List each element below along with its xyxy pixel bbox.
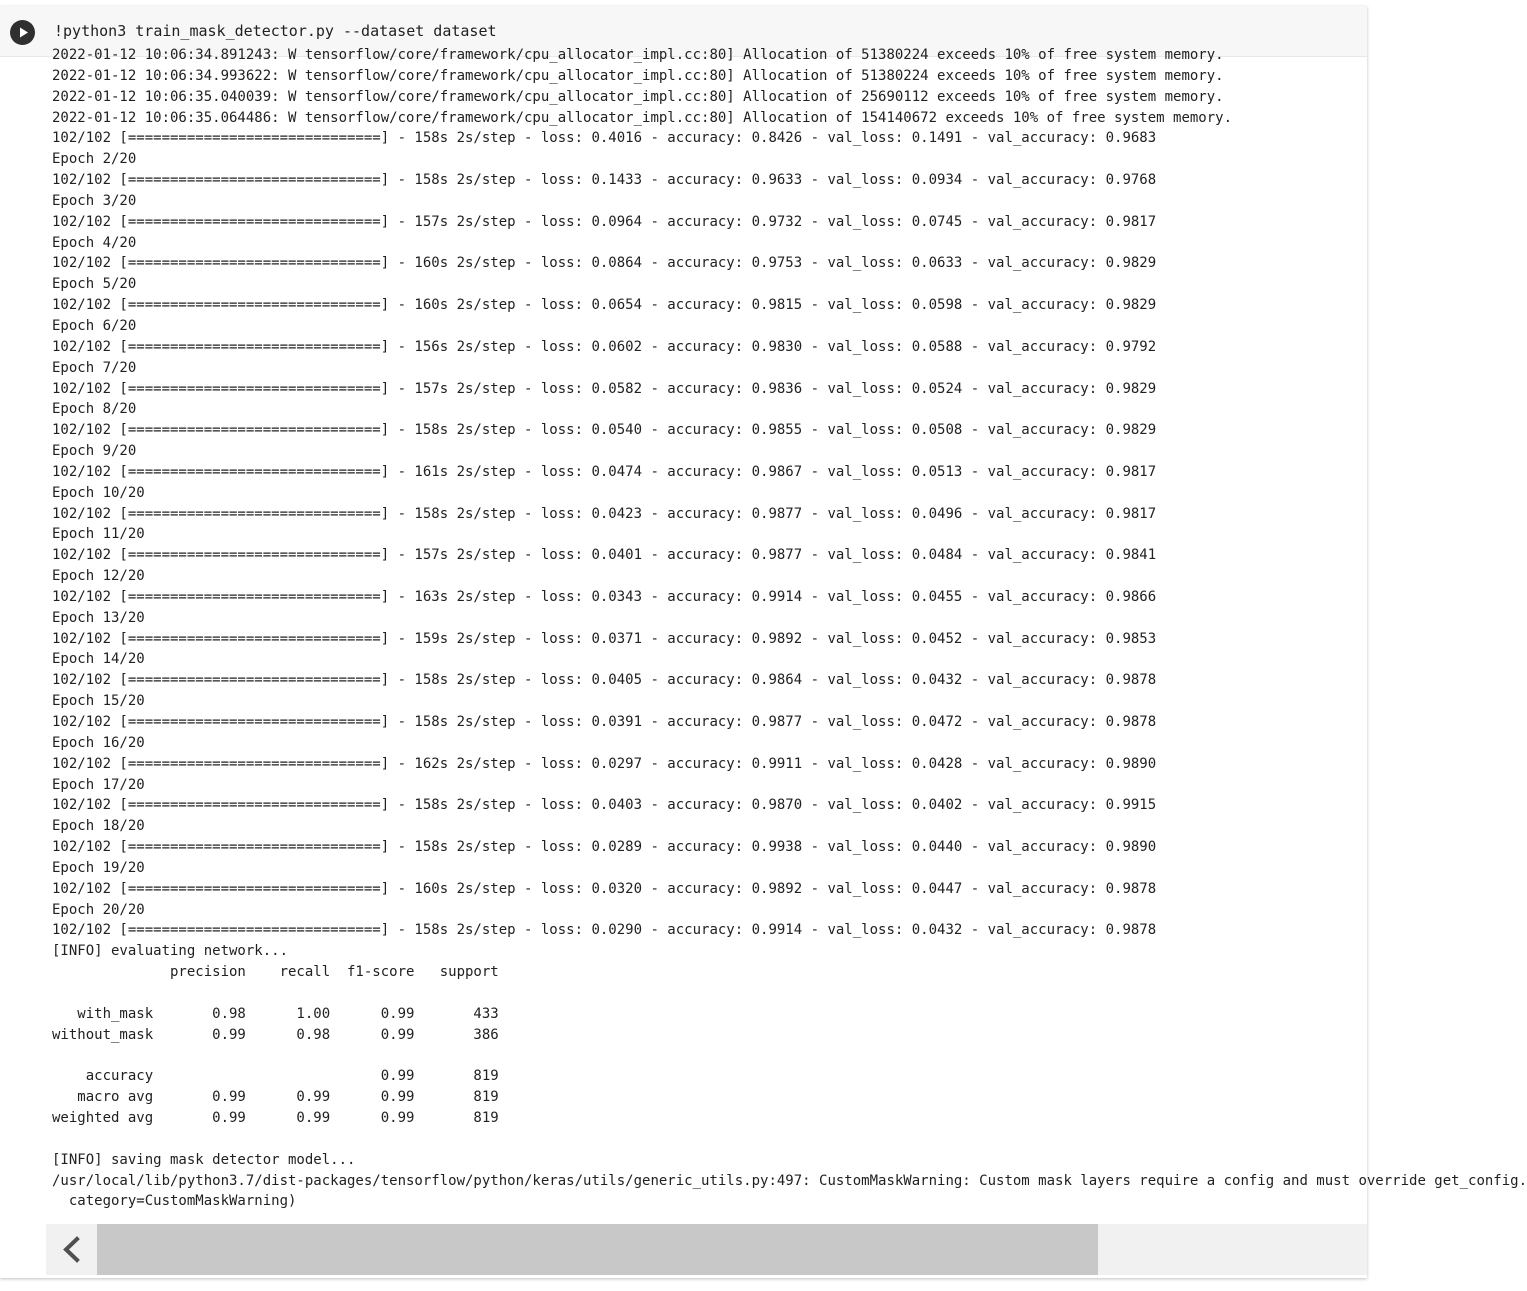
- output-line: 102/102 [==============================] - 158s 2s/step - loss: 0.0391 - accuracy: 0.9877 - val_loss: 0.0472 - val_accuracy: 0.9878: [52, 714, 1157, 730]
- output-line: precision recall f1-score support: [52, 964, 499, 981]
- output-line: Epoch 2/20: [52, 151, 137, 168]
- output-line: Epoch 18/20: [52, 818, 145, 835]
- output-line: Epoch 11/20: [52, 526, 145, 543]
- output-line: Epoch 16/20: [52, 734, 145, 751]
- output-line: 102/102 [==============================] - 158s 2s/step - loss: 0.0403 - accuracy: 0.9870 - val_loss: 0.0402 - val_accuracy: 0.9915: [52, 797, 1157, 814]
- output-line: Epoch 4/20: [52, 234, 137, 251]
- output-line: [52, 1129, 1452, 1150]
- output-line: Epoch 17/20: [52, 776, 145, 793]
- output-line: 102/102 [==============================] - 157s 2s/step - loss: 0.0964 - accuracy: 0.9732 - val_loss: 0.0745 - val_accuracy: 0.9817: [52, 213, 1157, 230]
- output-line: 102/102 [==============================] - 160s 2s/step - loss: 0.0654 - accuracy: 0.9815 - val_loss: 0.0598 - val_accuracy: 0.9829: [52, 297, 1157, 314]
- horizontal-scrollbar[interactable]: [46, 1224, 1367, 1275]
- output-line: 102/102 [==============================] - 157s 2s/step - loss: 0.0582 - accuracy: 0.9836 - val_loss: 0.0524 - val_accuracy: 0.9829: [52, 380, 1157, 397]
- output-line: weighted avg 0.99 0.99 0.99 819: [52, 1110, 499, 1127]
- output-line: 102/102 [==============================] - 158s 2s/step - loss: 0.0290 - accuracy: 0.9914 - val_loss: 0.0432 - val_accuracy: 0.9878: [52, 922, 1157, 939]
- code-input[interactable]: !python3 train_mask_detector.py --dataset dataset: [54, 22, 497, 40]
- output-line: Epoch 8/20: [52, 401, 137, 418]
- scroll-left-button[interactable]: [46, 1224, 97, 1275]
- output-line: Epoch 3/20: [52, 192, 137, 209]
- output-line: Epoch 14/20: [52, 651, 145, 668]
- output-line: accuracy 0.99 819: [52, 1068, 499, 1085]
- output-line: Epoch 5/20: [52, 276, 137, 293]
- output-text: [52, 45, 1527, 1212]
- output-line: Epoch 19/20: [52, 859, 145, 876]
- run-cell-button[interactable]: [10, 20, 35, 45]
- output-line: without_mask 0.99 0.98 0.99 386: [52, 1026, 499, 1043]
- output-line: [52, 983, 1452, 1004]
- output-line: Epoch 12/20: [52, 568, 145, 585]
- output-line: [INFO] evaluating network...: [52, 943, 289, 960]
- output-line: Epoch 6/20: [52, 317, 137, 334]
- output-line: 102/102 [==============================] - 160s 2s/step - loss: 0.0320 - accuracy: 0.9892 - val_loss: 0.0447 - val_accuracy: 0.9878: [52, 880, 1157, 897]
- output-line: 102/102 [==============================] - 158s 2s/step - loss: 0.1433 - accuracy: 0.9633 - val_loss: 0.0934 - val_accuracy: 0.9768: [52, 172, 1157, 189]
- output-line: 2022-01-12 10:06:35.040039: W tensorflow/core/framework/cpu_allocator_impl.cc:80] Allocation of 25690112 exceeds 10% of free system memory.: [52, 88, 1224, 105]
- output-line: 102/102 [==============================] - 162s 2s/step - loss: 0.0297 - accuracy: 0.9911 - val_loss: 0.0428 - val_accuracy: 0.9890: [52, 755, 1157, 772]
- output-line: Epoch 13/20: [52, 609, 145, 626]
- output-line: 102/102 [==============================] - 156s 2s/step - loss: 0.0602 - accuracy: 0.9830 - val_loss: 0.0588 - val_accuracy: 0.9792: [52, 338, 1157, 355]
- output-line: 102/102 [==============================] - 158s 2s/step - loss: 0.0423 - accuracy: 0.9877 - val_loss: 0.0496 - val_accuracy: 0.9817: [52, 505, 1157, 522]
- cell-output: [0, 47, 1527, 1224]
- output-line: 102/102 [==============================] - 161s 2s/step - loss: 0.0474 - accuracy: 0.9867 - val_loss: 0.0513 - val_accuracy: 0.9817: [52, 463, 1157, 480]
- scrollbar-thumb[interactable]: [97, 1224, 1098, 1275]
- output-line: 2022-01-12 10:06:34.993622: W tensorflow/core/framework/cpu_allocator_impl.cc:80] Allocation of 51380224 exceeds 10% of free system memory.: [52, 67, 1224, 84]
- output-line: [INFO] saving mask detector model...: [52, 1151, 356, 1168]
- output-line: 102/102 [==============================] - 158s 2s/step - loss: 0.0405 - accuracy: 0.9864 - val_loss: 0.0432 - val_accuracy: 0.9878: [52, 672, 1157, 689]
- output-line: Epoch 9/20: [52, 443, 137, 460]
- output-line: 102/102 [==============================] - 159s 2s/step - loss: 0.0371 - accuracy: 0.9892 - val_loss: 0.0452 - val_accuracy: 0.9853: [52, 630, 1157, 647]
- output-line: Epoch 15/20: [52, 693, 145, 710]
- output-line: /usr/local/lib/python3.7/dist-packages/tensorflow/python/keras/utils/generic_utils.py:497: CustomMaskWarning: Custom mask layers require a config and must override get_config.: [52, 1172, 1527, 1189]
- output-line: [52, 1046, 1452, 1067]
- output-line: 2022-01-12 10:06:34.891243: W tensorflow/core/framework/cpu_allocator_impl.cc:80] Allocation of 51380224 exceeds 10% of free system memory.: [52, 47, 1224, 63]
- output-line: Epoch 10/20: [52, 484, 145, 501]
- output-line: 102/102 [==============================] - 157s 2s/step - loss: 0.0401 - accuracy: 0.9877 - val_loss: 0.0484 - val_accuracy: 0.9841: [52, 547, 1157, 564]
- output-line: with_mask 0.98 1.00 0.99 433: [52, 1005, 499, 1022]
- chevron-left-icon: [46, 1224, 97, 1275]
- output-line: 2022-01-12 10:06:35.064486: W tensorflow/core/framework/cpu_allocator_impl.cc:80] Allocation of 154140672 exceeds 10% of free system memory.: [52, 109, 1233, 126]
- play-icon: [10, 20, 35, 45]
- output-line: 102/102 [==============================] - 158s 2s/step - loss: 0.0540 - accuracy: 0.9855 - val_loss: 0.0508 - val_accuracy: 0.9829: [52, 422, 1157, 439]
- output-line: 102/102 [==============================] - 160s 2s/step - loss: 0.0864 - accuracy: 0.9753 - val_loss: 0.0633 - val_accuracy: 0.9829: [52, 255, 1157, 272]
- output-line: 102/102 [==============================] - 163s 2s/step - loss: 0.0343 - accuracy: 0.9914 - val_loss: 0.0455 - val_accuracy: 0.9866: [52, 588, 1157, 605]
- output-line: 102/102 [==============================] - 158s 2s/step - loss: 0.0289 - accuracy: 0.9938 - val_loss: 0.0440 - val_accuracy: 0.9890: [52, 839, 1157, 856]
- output-line: Epoch 7/20: [52, 359, 137, 376]
- output-line: Epoch 20/20: [52, 901, 145, 918]
- output-line: macro avg 0.99 0.99 0.99 819: [52, 1089, 499, 1106]
- output-line: 102/102 [==============================] - 158s 2s/step - loss: 0.4016 - accuracy: 0.8426 - val_loss: 0.1491 - val_accuracy: 0.9683: [52, 130, 1157, 147]
- notebook-cell: [0, 6, 1527, 1278]
- output-line: category=CustomMaskWarning): [52, 1193, 297, 1210]
